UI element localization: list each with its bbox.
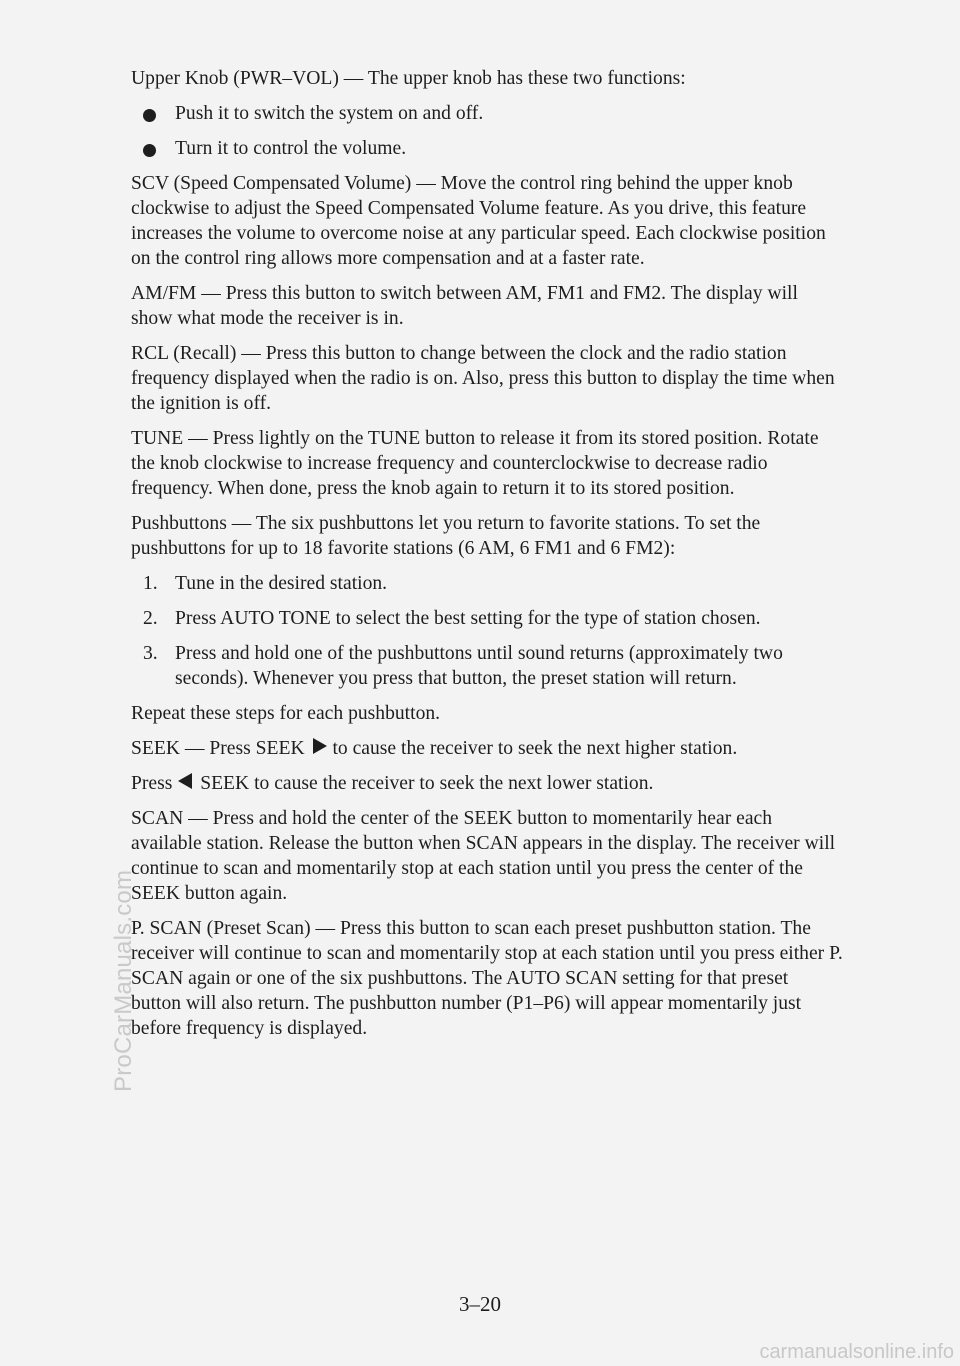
seek-down-paragraph [131,771,843,796]
rcl-paragraph: RCL (Recall) — Press this button to change between the clock and the radio station frequency displayed when the radio is on. Also, press this button to display the time when the ignition is off. [131,343,835,414]
step-number: 3. [143,643,158,664]
amfm-paragraph: AM/FM — Press this button to switch between AM, FM1 and FM2. The display will show what mode the receiver is in. [131,283,798,329]
seek-up-text-before: SEEK — Press SEEK [131,738,305,759]
side-watermark-text: ProCarManuals.com [110,869,137,1092]
step-text: Tune in the desired station. [175,573,388,594]
bullet-text: Turn it to control the volume. [175,138,407,159]
step-item [131,571,843,596]
intro-paragraph: Upper Knob (PWR–VOL) — The upper knob has these two functions: [131,68,686,89]
page-content [131,66,843,1051]
bullet-item [131,136,843,161]
step-number: 1. [143,573,158,594]
step-text: Press and hold one of the pushbuttons until sound returns (approximately two seconds). Whenever you press that button, the preset station will return. [175,643,783,689]
right-triangle-icon [310,737,328,755]
step-text: Press AUTO TONE to select the best setting for the type of station chosen. [175,608,761,629]
seek-up-paragraph [131,736,843,761]
step-item [131,641,843,691]
pscan-paragraph: P. SCAN (Preset Scan) — Press this button to scan each preset pushbutton station. The receiver will continue to scan and momentarily stop at each station until you press either P. SCAN again or one of the six pushbuttons. The AUTO SCAN setting for that preset button will also return. The pushbutton number (P1–P6) will appear momentarily just before frequency is displayed. [131,918,843,1039]
bullet-icon [143,109,156,122]
bottom-watermark: carmanualsonline.info [759,1341,954,1363]
tune-paragraph: TUNE — Press lightly on the TUNE button to release it from its stored position. Rotate the knob clockwise to increase frequency and counterclockwise to decrease radio frequency. When done, press the knob again to return it to its stored position. [131,428,819,499]
repeat-paragraph: Repeat these steps for each pushbutton. [131,703,441,724]
bullet-item [131,101,843,126]
bullet-icon [143,144,156,157]
step-item [131,606,843,631]
seek-down-text-after: SEEK to cause the receiver to seek the next lower station. [200,773,654,794]
seek-down-text-before: Press [131,773,173,794]
page-number: 3–20 [459,1292,501,1316]
bullet-text: Push it to switch the system on and off. [175,103,484,124]
left-triangle-icon [177,772,195,790]
scan-paragraph: SCAN — Press and hold the center of the SEEK button to momentarily hear each available station. Release the button when SCAN appears in the display. The receiver will continue to scan and momentarily stop at each station until you press the center of the SEEK button again. [131,808,836,904]
step-number: 2. [143,608,158,629]
seek-up-text-after: to cause the receiver to seek the next higher station. [332,738,738,759]
scv-paragraph: SCV (Speed Compensated Volume) — Move the control ring behind the upper knob clockwise to adjust the Speed Compensated Volume feature. As you drive, this feature increases the volume to overcome noise at any particular speed. Each clockwise position on the control ring allows more compensation and at a faster rate. [131,173,826,269]
pushbuttons-paragraph: Pushbuttons — The six pushbuttons let you return to favorite stations. To set the pushbuttons for up to 18 favorite stations (6 AM, 6 FM1 and 6 FM2): [131,513,761,559]
